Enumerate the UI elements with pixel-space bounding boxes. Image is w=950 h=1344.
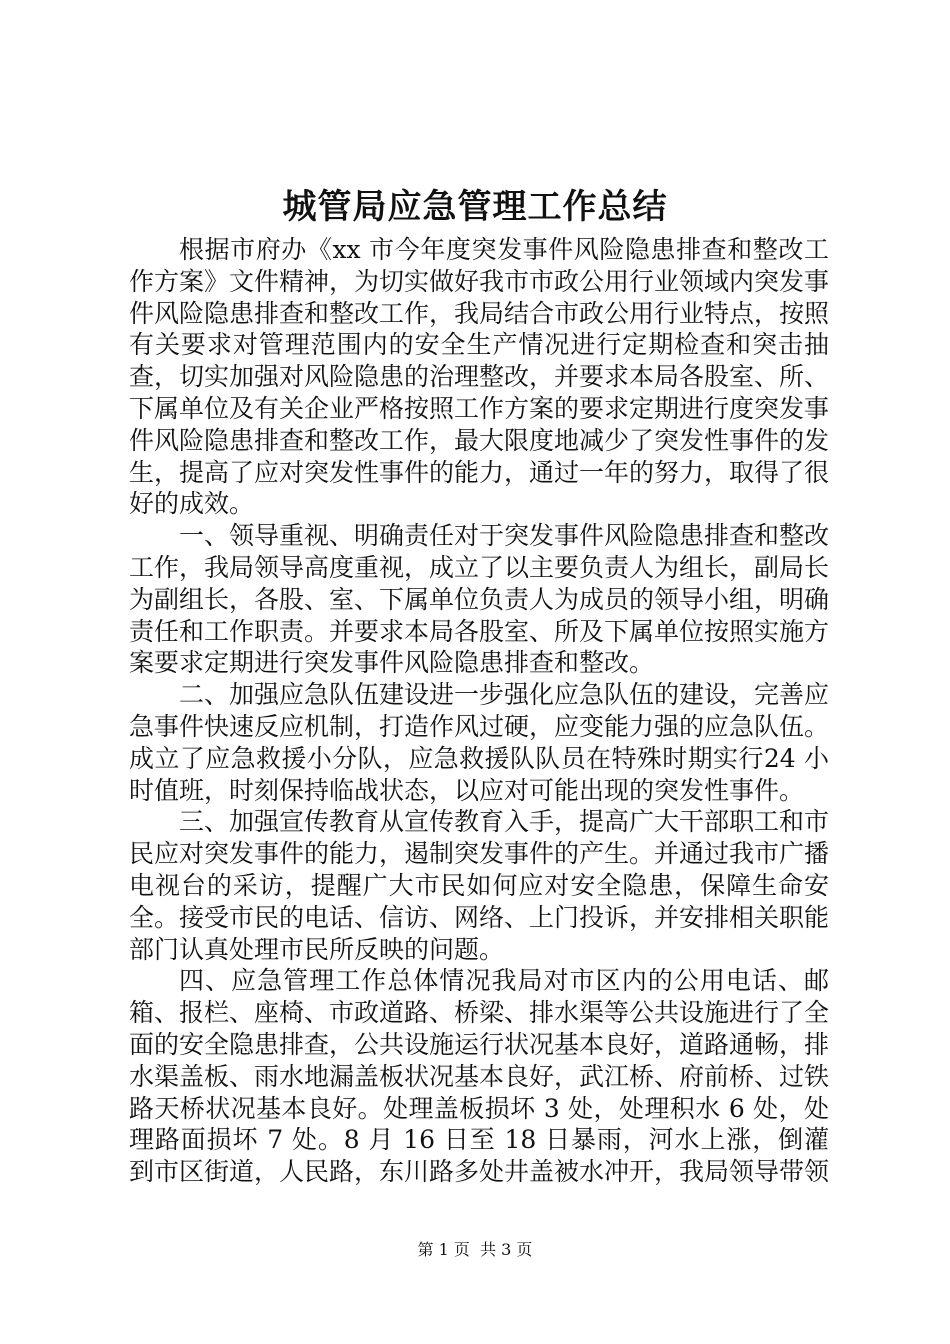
intro-paragraph: 根据市府办《xx 市今年度突发事件风险隐患排查和整改工作方案》文件精神，为切实做好我市市政公用行业领域内突发事件风险隐患排查和整改工作，我局结合市政公用行业特点，按照有关要求对管理范围内的安全生产情况进行定期检查和突击抽查，切实加强对风险隐患的治理整改，并要求本局各股室、所、下属单位及有关企业严格按照工作方案的要求定期进行度突发事件风险隐患排查和整改工作，最大限度地减少了突发性事件的发生，提高了应对突发性事件的能力，通过一年的努力，取得了很好的成效。 [129, 235, 830, 519]
section-4-paragraph: 四、应急管理工作总体情况我局对市区内的公用电话、邮箱、报栏、座椅、市政道路、桥梁、排水渠等公共设施进行了全面的安全隐患排查，公共设施运行状况基本良好，道路通畅，排水渠盖板、雨水地漏盖板状况基本良好，武江桥、府前桥、过铁路天桥状况基本良好。处理盖板损坏 3 处，处理积水 6 处，处理路面损坏 7 处。8 月 16 日至 18 日暴雨，河水上涨，倒灌到市区街道，人民路，东川路多处井盖被水冲开，我局领导带领 [129, 966, 830, 1187]
section-1-paragraph: 一、领导重视、明确责任对于突发事件风险隐患排查和整改工作，我局领导高度重视，成立了以主要负责人为组长，副局长为副组长，各股、室、下属单位负责人为成员的领导小组，明确责任和工作职责。并要求本局各股室、所及下属单位按照实施方案要求定期进行突发事件风险隐患排查和整改。 [129, 521, 830, 678]
document-title: 城管局应急管理工作总结 [282, 187, 668, 227]
document-body [129, 234, 829, 1188]
section-3-paragraph: 三、加强宣传教育从宣传教育入手，提高广大干部职工和市民应对突发事件的能力，遏制突发事件的产生。并通过我市广播电视台的采访，提醒广大市民如何应对安全隐患，保障生命安全。接受市民的电话、信访、网络、上门投诉，并安排相关职能部门认真处理市民所反映的问题。 [129, 807, 830, 964]
section-2-paragraph: 二、加强应急队伍建设进一步强化应急队伍的建设，完善应急事件快速反应机制，打造作风过硬，应变能力强的应急队伍。成立了应急救援小分队，应急救援队队员在特殊时期实行24 小时值班，时刻保持临战状态，以应对可能出现的突发性事件。 [129, 680, 830, 805]
page-number-footer: 第 1 页 共 3 页 [417, 1240, 533, 1259]
